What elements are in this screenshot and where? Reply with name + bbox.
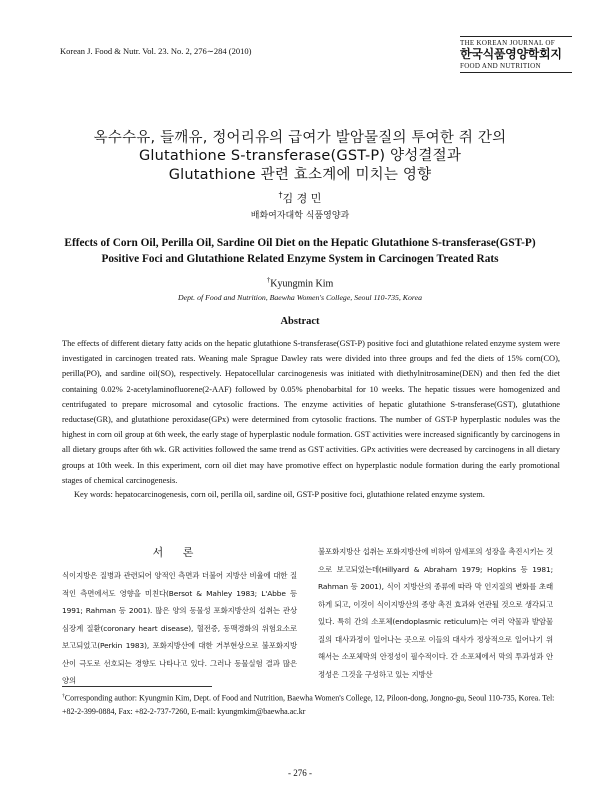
dagger-mark: † <box>62 693 65 699</box>
corresponding-author-footnote <box>62 690 562 718</box>
title-ko-line-3: Glutathione 관련 효소계에 미치는 영향 <box>168 167 432 183</box>
journal-logo <box>460 36 572 73</box>
author-ko <box>0 190 600 206</box>
keywords: Key words: hepatocarcinogenesis, corn oil, perilla oil, sardine oil, GST-P positive foci, glutathione related enzyme system. <box>74 490 485 499</box>
section-heading-introduction: 서 론 <box>152 546 202 559</box>
abstract-body: The effects of different dietary fatty acids on the hepatic glutathione S-transferase(GST-P) positive foci and glutathione related enzyme system were investigated in carcinogen treated rats. Weaning male Sprague Dawley rats were divided into three groups and fed the diets of 15% corn(CO), perilla(PO), and sardine oil(SO), respectively. Hepatocellular carcinogenesis was initiated with diethylnitrosamine(DEN) and then fed the diet containing 0.02% 2-acetylaminofluorene(2-AAF) followed by 0.05% phenobarbital for 10 weeks. The hepatic tissues were homogenized and centrifugated to prepare microsomal and cytosolic fractions. The enzyme activities of hepatic glutathione S-transferase(GST), glutathione reductase(GR), and glutathione peroxidase(GPx) were determined from cytosolic fractions. The number of GST-P hyperplastic nodules was the highest in corn oil group at 6th week, the early stage of hyperplastic nodule formation. GST activities were increased significantly by carcinogens in all dietary groups after 6th wk. GR activities followed the same trend as GST activities. GPx activities were decreased by carcinogens in all dietary groups at 10th week. In this experiment, corn oil diet may have promotive effect on hyperplastic nodule formation during the early promotional stages of chemical carcinogenesis. <box>62 339 560 485</box>
author-en <box>0 276 600 289</box>
page-number: - 276 - <box>288 768 312 778</box>
dagger-mark: † <box>266 276 271 284</box>
title-en-line-2: Positive Foci and Glutathione Related Enzyme System in Carcinogen Treated Rats <box>101 253 499 265</box>
footnote-text: Corresponding author: Kyungmin Kim, Dept. of Food and Nutrition, Baewha Women's College, 12, Piloon-dong, Jongno-gu, Seoul 110-735, Korea. Tel: +82-2-399-0884, Fax: +82-2-737-7260, E-mail: kyungmkim@baewha.ac.kr <box>62 693 555 716</box>
dagger-mark: † <box>278 190 283 200</box>
journal-citation: Korean J. Food & Nutr. Vol. 23. No. 2, 276∼284 (2010) <box>60 46 252 56</box>
author-ko-name: 김 경 민 <box>282 192 322 205</box>
title-ko-line-1: 옥수수유, 들깨유, 정어리유의 급여가 발암물질의 투여한 쥐 간의 <box>93 130 507 146</box>
journal-name-sub: FOOD AND NUTRITION <box>460 62 572 73</box>
intro-left-column: 식이지방은 질병과 관련되어 양적인 측면과 더불어 지방산 비율에 대한 질적인 측면에서도 영향을 미친다(Bersot & Mahley 1983; L'Abbe 등 1991; Rahman 등 2001). 많은 양의 동물성 포화지방산의 섭취는 관상심장계 질환(coronary heart disease), 혈전증, 동맥경화의 위험요소로 보고되었고(Perkin 1983), 포화지방산에 대한 거부현상으로 불포화지방산이 극도로 선호되는 경향도 나타나고 있다. 그러나 동물실험 결과 많은 양의 <box>62 571 297 685</box>
abstract-heading: Abstract <box>280 316 320 327</box>
journal-name-en: THE KOREAN JOURNAL OF <box>460 36 572 47</box>
journal-name-ko: 한국식품영양학회지 <box>460 47 562 61</box>
affiliation-ko: 배화여자대학 식품영양과 <box>250 211 350 221</box>
title-en-line-1: Effects of Corn Oil, Perilla Oil, Sardine Oil Diet on the Hepatic Glutathione S-transferase(GST-P) <box>64 237 536 249</box>
footnote-divider <box>62 686 212 687</box>
title-ko-line-2: Glutathione S-transferase(GST-P) 양성결절과 <box>138 148 462 164</box>
affiliation-en: Dept. of Food and Nutrition, Baewha Women's College, Seoul 110-735, Korea <box>178 293 422 302</box>
author-en-name: Kyungmin Kim <box>270 278 334 290</box>
intro-right-column: 불포화지방산 섭취는 포화지방산에 비하여 암세포의 성장을 촉진시키는 것으로 보고되었는데(Hillyard & Abraham 1979; Hopkins 등 1981; Rahman 등 2001), 식이 지방산의 종류에 따라 막 인지질의 변화를 초래하게 되고, 이것이 식이지방산의 종양 촉진 효과와 연관될 것으로 생각되고 있다. 특히 간의 소포체(endoplasmic reticulum)는 여러 약물과 발암물질의 대사과정이 일어나는 곳으로 이들의 대사가 정상적으로 일어나기 위해서는 소포체막의 안정성이 필수적이다. 간 소포체에서 막의 투과성과 안정성은 그것을 구성하고 있는 지방산 <box>318 547 553 679</box>
